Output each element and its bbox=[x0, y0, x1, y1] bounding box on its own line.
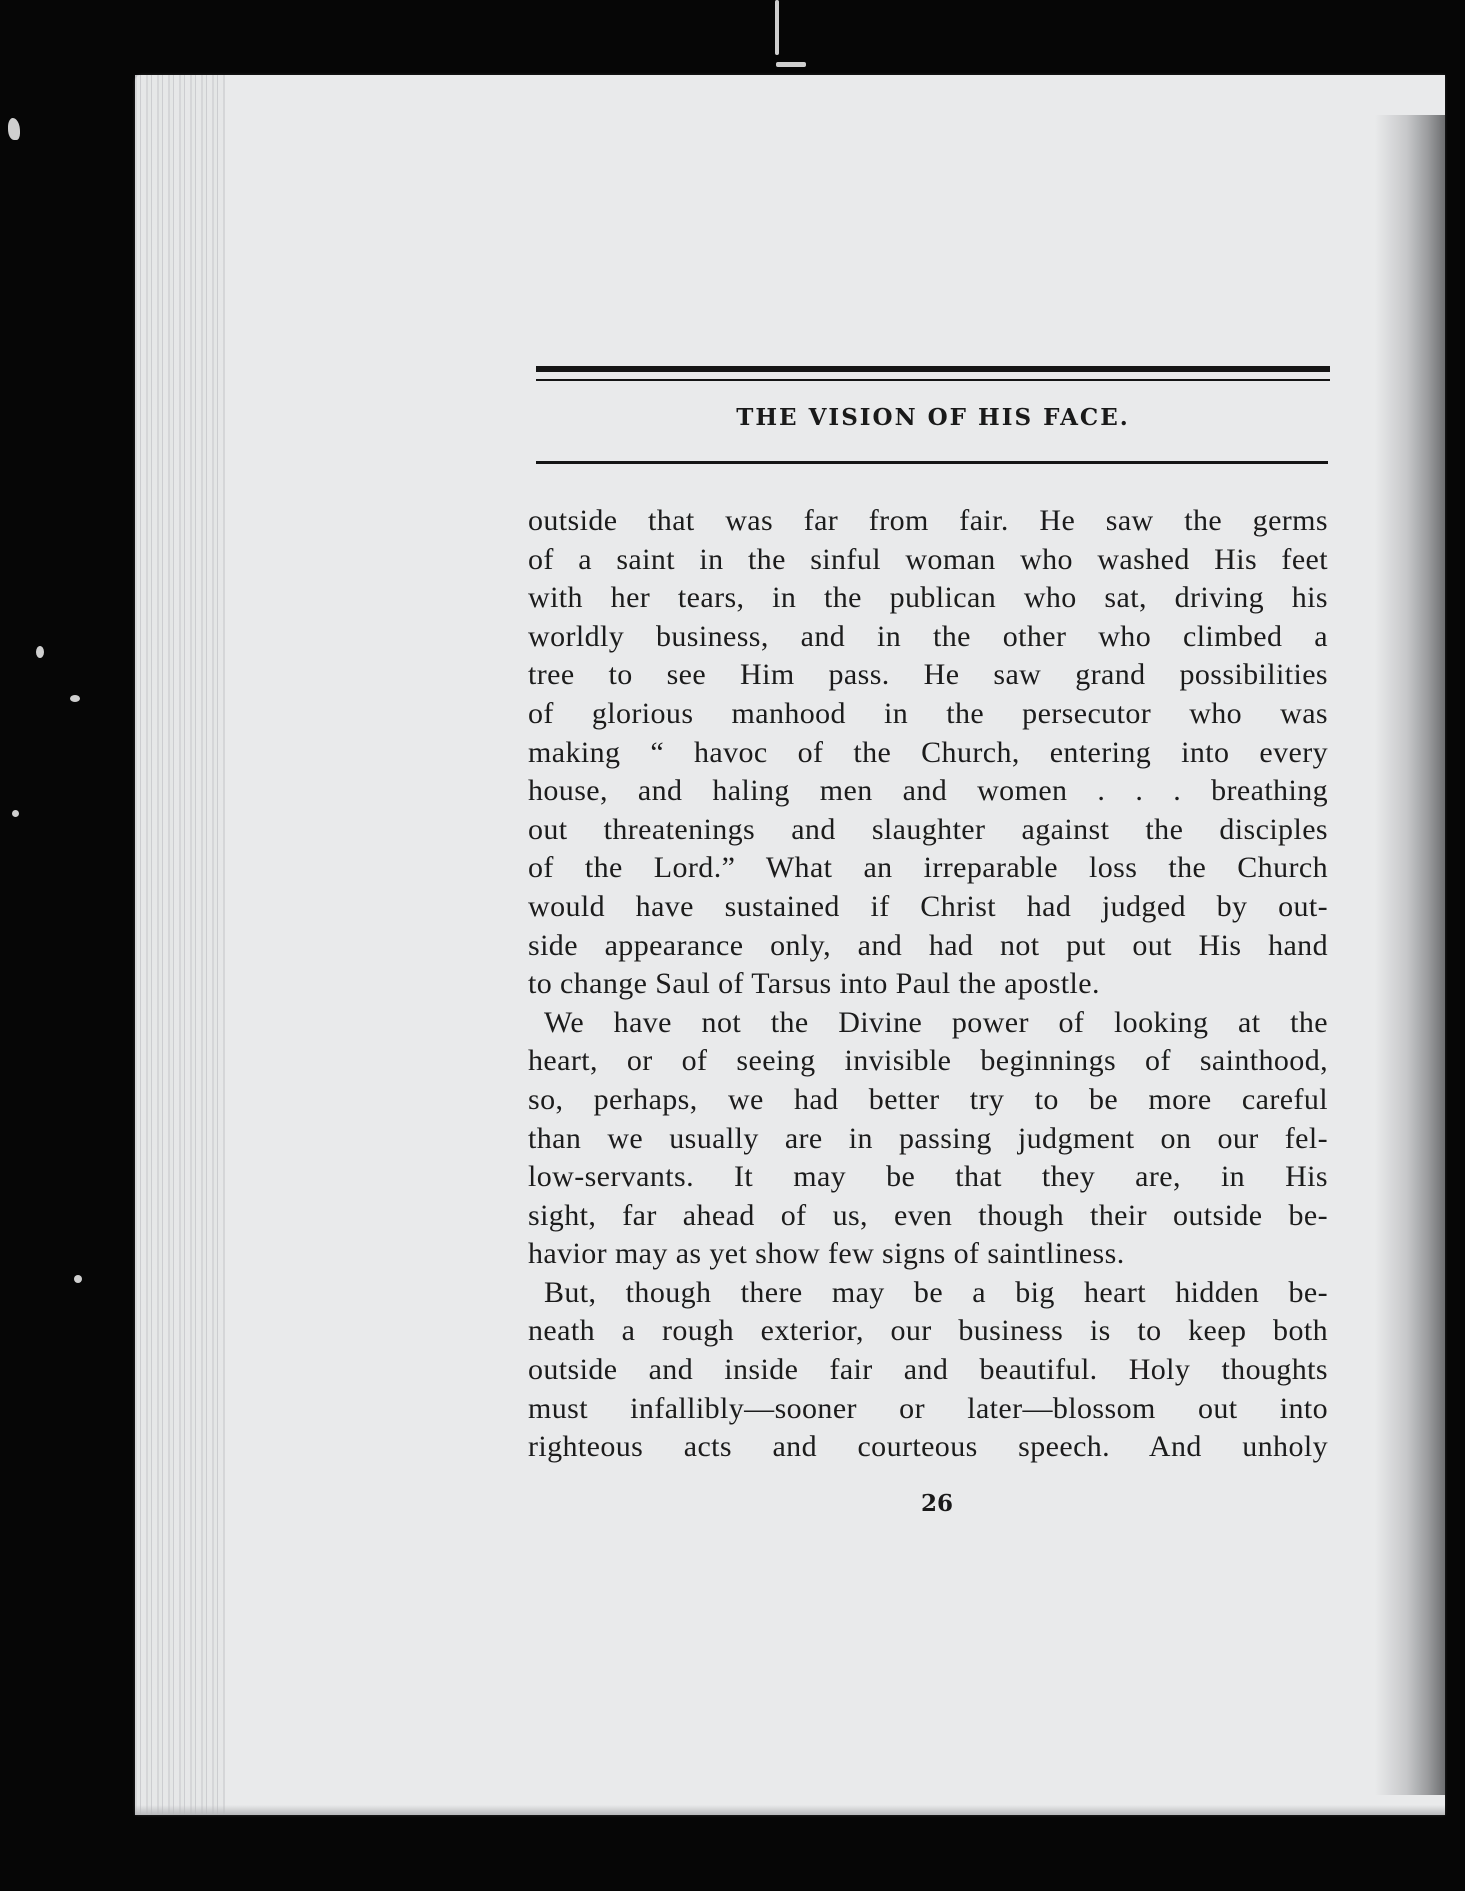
text-line: so, perhaps, we had better try to be more careful bbox=[528, 1082, 1328, 1116]
header-rule-thick bbox=[536, 366, 1330, 372]
text-line: side appearance only, and had not put out His hand bbox=[528, 928, 1328, 962]
text-line: of glorious manhood in the persecutor who was bbox=[528, 696, 1328, 730]
scan-speck bbox=[36, 646, 44, 658]
text-line: low-servants. It may be that they are, in His bbox=[528, 1160, 1328, 1194]
text-line: outside and inside fair and beautiful. Holy thoughts bbox=[528, 1353, 1328, 1387]
text-line: house, and haling men and women . . . breathing bbox=[528, 774, 1328, 808]
page-bottom-edge bbox=[135, 1805, 1445, 1815]
header-rule-bottom bbox=[536, 461, 1328, 464]
scan-speck bbox=[8, 118, 20, 140]
text-line: of the Lord.” What an irreparable loss the Church bbox=[528, 851, 1328, 885]
text-line: making “ havoc of the Church, entering into every bbox=[528, 735, 1328, 769]
text-line: worldly business, and in the other who climbed a bbox=[528, 619, 1328, 653]
text-line: with her tears, in the publican who sat, driving his bbox=[528, 581, 1328, 615]
text-line: outside that was far from fair. He saw the germs bbox=[528, 504, 1328, 537]
text-line: out threatenings and slaughter against the disciples bbox=[528, 812, 1328, 846]
text-line: to change Saul of Tarsus into Paul the apostle. bbox=[528, 967, 1100, 1001]
text-line: than we usually are in passing judgment on our fel- bbox=[528, 1121, 1328, 1155]
text-line: would have sustained if Christ had judged by out- bbox=[528, 889, 1328, 923]
header-rule-thin bbox=[536, 379, 1330, 381]
text-line: heart, or of seeing invisible beginnings of sainthood, bbox=[528, 1044, 1328, 1078]
scan-speck bbox=[776, 62, 806, 67]
text-line: tree to see Him pass. He saw grand possibilities bbox=[528, 658, 1328, 692]
text-line: neath a rough exterior, our business is to keep both bbox=[528, 1314, 1328, 1348]
text-line: We have not the Divine power of looking at the bbox=[544, 1005, 1328, 1039]
scan-speck bbox=[775, 0, 779, 55]
running-head: THE VISION OF HIS FACE. bbox=[736, 404, 1130, 431]
text-line: of a saint in the sinful woman who washed His feet bbox=[528, 542, 1328, 576]
text-line: havior may as yet show few signs of saintliness. bbox=[528, 1237, 1125, 1271]
page-number: 26 bbox=[920, 1490, 953, 1517]
page-gutter bbox=[135, 75, 225, 1815]
scan-speck bbox=[74, 1275, 82, 1283]
page-right-edge bbox=[1375, 115, 1445, 1795]
text-line: But, though there may be a big heart hidden be- bbox=[544, 1275, 1328, 1309]
text-line: righteous acts and courteous speech. And unholy bbox=[528, 1430, 1328, 1464]
text-line: must infallibly—sooner or later—blossom out into bbox=[528, 1391, 1328, 1425]
scan-speck bbox=[12, 810, 19, 817]
body-text bbox=[528, 502, 1328, 1467]
text-line: sight, far ahead of us, even though their outside be- bbox=[528, 1198, 1328, 1232]
scan-speck bbox=[70, 695, 80, 702]
